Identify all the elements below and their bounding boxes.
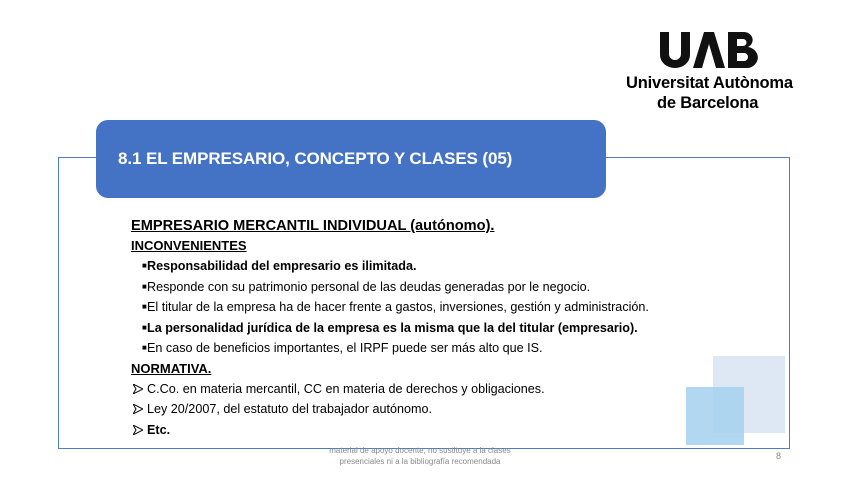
list-item-text: El titular de la empresa ha de hacer frente a gastos, inversiones, gestión y administración.: [147, 300, 649, 314]
uab-logo-mark-icon: [660, 32, 760, 68]
list-item: [131, 256, 771, 277]
list-item: [131, 379, 771, 400]
inconvenientes-list: [131, 256, 771, 359]
arrow-bullet-icon: [133, 404, 143, 414]
normativa-list: [131, 379, 771, 441]
square-bullet-icon: ■: [142, 281, 147, 291]
list-item-text: Ley 20/2007, del estatuto del trabajador autónomo.: [147, 402, 432, 416]
list-item: [131, 420, 771, 441]
square-bullet-icon: ■: [142, 302, 147, 311]
inconvenientes-label: INCONVENIENTES: [131, 238, 247, 253]
list-item-text: Etc.: [147, 422, 171, 437]
list-item: [131, 318, 771, 339]
list-item-text: La personalidad jurídica de la empresa es la misma que la del titular (empresario).: [147, 320, 638, 335]
section-heading: EMPRESARIO MERCANTIL INDIVIDUAL (autónomo).: [131, 218, 495, 234]
footer-note: [270, 445, 570, 467]
title-banner: [96, 120, 606, 198]
slide-title: 8.1 EL EMPRESARIO, CONCEPTO Y CLASES (05): [118, 149, 513, 168]
list-item-text: En caso de beneficios importantes, el IRPF puede ser más alto que IS.: [147, 341, 543, 355]
list-item-text: C.Co. en materia mercantil, CC en materia de derechos y obligaciones.: [147, 381, 545, 396]
page-number: 8: [776, 451, 782, 461]
list-item: [131, 399, 771, 420]
logo-name-line1: Universitat Autònoma: [626, 74, 793, 92]
list-item: [131, 297, 771, 318]
normativa-label: NORMATIVA.: [131, 360, 212, 376]
footer-line1: material de apoyo docente, no sustituye a la clases: [329, 446, 511, 455]
arrow-bullet-icon: [133, 384, 143, 394]
square-bullet-icon: ■: [142, 343, 147, 352]
logo-name-line2: de Barcelona: [657, 94, 759, 112]
footer-line2: presenciales ni a la bibliografía recomendada: [339, 457, 501, 466]
arrow-bullet-icon: [133, 425, 143, 435]
slide-content: [131, 216, 771, 440]
list-item: [131, 277, 771, 298]
square-bullet-icon: ■: [142, 322, 147, 332]
list-item-text: Responde con su patrimonio personal de las deudas generadas por le negocio.: [147, 279, 591, 294]
list-item-text: Responsabilidad del empresario es ilimitada.: [147, 259, 417, 273]
square-bullet-icon: ■: [142, 261, 147, 270]
list-item: [131, 338, 771, 359]
